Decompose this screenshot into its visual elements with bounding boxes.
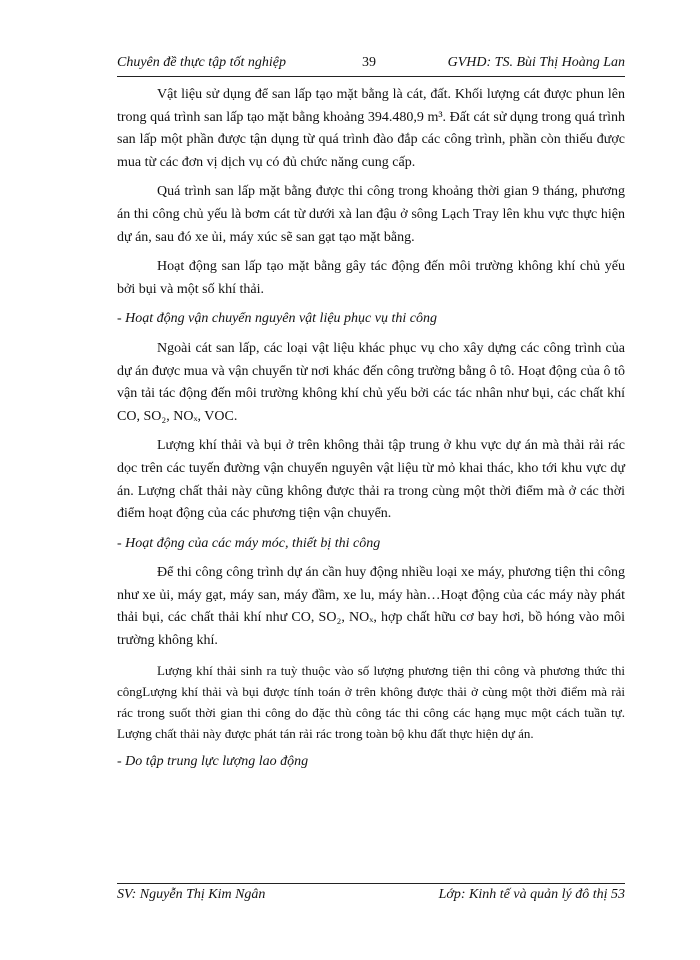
page-number: 39 xyxy=(362,55,376,70)
paragraph-5: Lượng khí thải và bụi ở trên không thải tập trung ở khu vực dự án mà thải rải rác dọc trên các tuyến đường vận chuyển nguyên vật liệu từ mỏ khai thác, kho tới khu vực dự án. Lượng chất thải này cũng không được thải ra trong cùng một thời điểm mà ở các thời điểm hoạt động của các phương tiện vận chuyển. xyxy=(117,438,625,522)
page-body xyxy=(117,84,625,780)
paragraph-6: Để thi công công trình dự án cần huy động nhiều loại xe máy, phương tiện thi công như xe ủi, máy gạt, máy san, máy đầm, xe lu, máy hàn…Hoạt động của các máy này phát thải bụi, các chất thải khí như CO, SO₂, NOₓ, hợp chất hữu cơ bay hơi, bồ hóng vào môi trường không khí. xyxy=(117,565,625,649)
footer-class: Lớp: Kinh tế và quản lý đô thị 53 xyxy=(438,887,625,902)
paragraph-2: Quá trình san lấp mặt bằng được thi công trong khoảng thời gian 9 tháng, phương án thi công chủ yếu là bơm cát từ dưới xà lan đậu ở sông Lạch Tray lên khu vực thực hiện dự án, sau đó xe ủi, máy xúc sẽ san gạt tạo mặt bằng. xyxy=(117,184,625,245)
header-title: Chuyên đề thực tập tốt nghiệp xyxy=(117,55,286,70)
paragraph-1: Vật liệu sử dụng để san lấp tạo mặt bằng là cát, đất. Khối lượng cát được phun lên trong quá trình san lấp tạo mặt bằng khoảng 394.480,9 m³. Đất cát sử dụng trong quá trình san lấp một phần được tận dụng từ quá trình đào đắp các công trình, phần còn thiếu được mua từ các đơn vị dịch vụ có đủ chức năng cung cấp. xyxy=(117,87,625,170)
footer-student: SV: Nguyễn Thị Kim Ngân xyxy=(117,887,266,902)
page-header xyxy=(117,52,625,77)
subheading-labor: - Do tập trung lực lượng lao động xyxy=(117,753,309,769)
paragraph-3: Hoạt động san lấp tạo mặt bằng gây tác động đến môi trường không khí chủ yếu bởi bụi và một số khí thải. xyxy=(117,259,625,297)
paragraph-7: Lượng khí thải sinh ra tuỳ thuộc vào số lượng phương tiện thi công và phương thức thi côngLượng khí thải và bụi được tính toán ở trên không được thải ở cùng một thời điểm mà rải rác trong suốt thời gian thi công do đặc thù công tác thi công các hạng mục một cách tuần tự. Lượng chất thải này được phát tán rải rác trong toàn bộ khu đất thực hiện dự án. xyxy=(117,662,625,741)
page-footer xyxy=(117,883,625,908)
subheading-machinery: - Hoạt động của các máy móc, thiết bị thi công xyxy=(117,535,381,551)
subheading-transport: - Hoạt động vận chuyển nguyên vật liệu phục vụ thi công xyxy=(117,311,437,327)
paragraph-4: Ngoài cát san lấp, các loại vật liệu khác phục vụ cho xây dựng các công trình của dự án được mua và vận chuyển từ nơi khác đến công trường bằng ô tô. Hoạt động của ô tô vận tải tác động đến môi trường không khí chủ yếu bởi các tác nhân như bụi, các chất khí CO, SO₂, NOₓ, VOC. xyxy=(117,340,625,424)
header-supervisor: GVHD: TS. Bùi Thị Hoàng Lan xyxy=(447,55,625,70)
